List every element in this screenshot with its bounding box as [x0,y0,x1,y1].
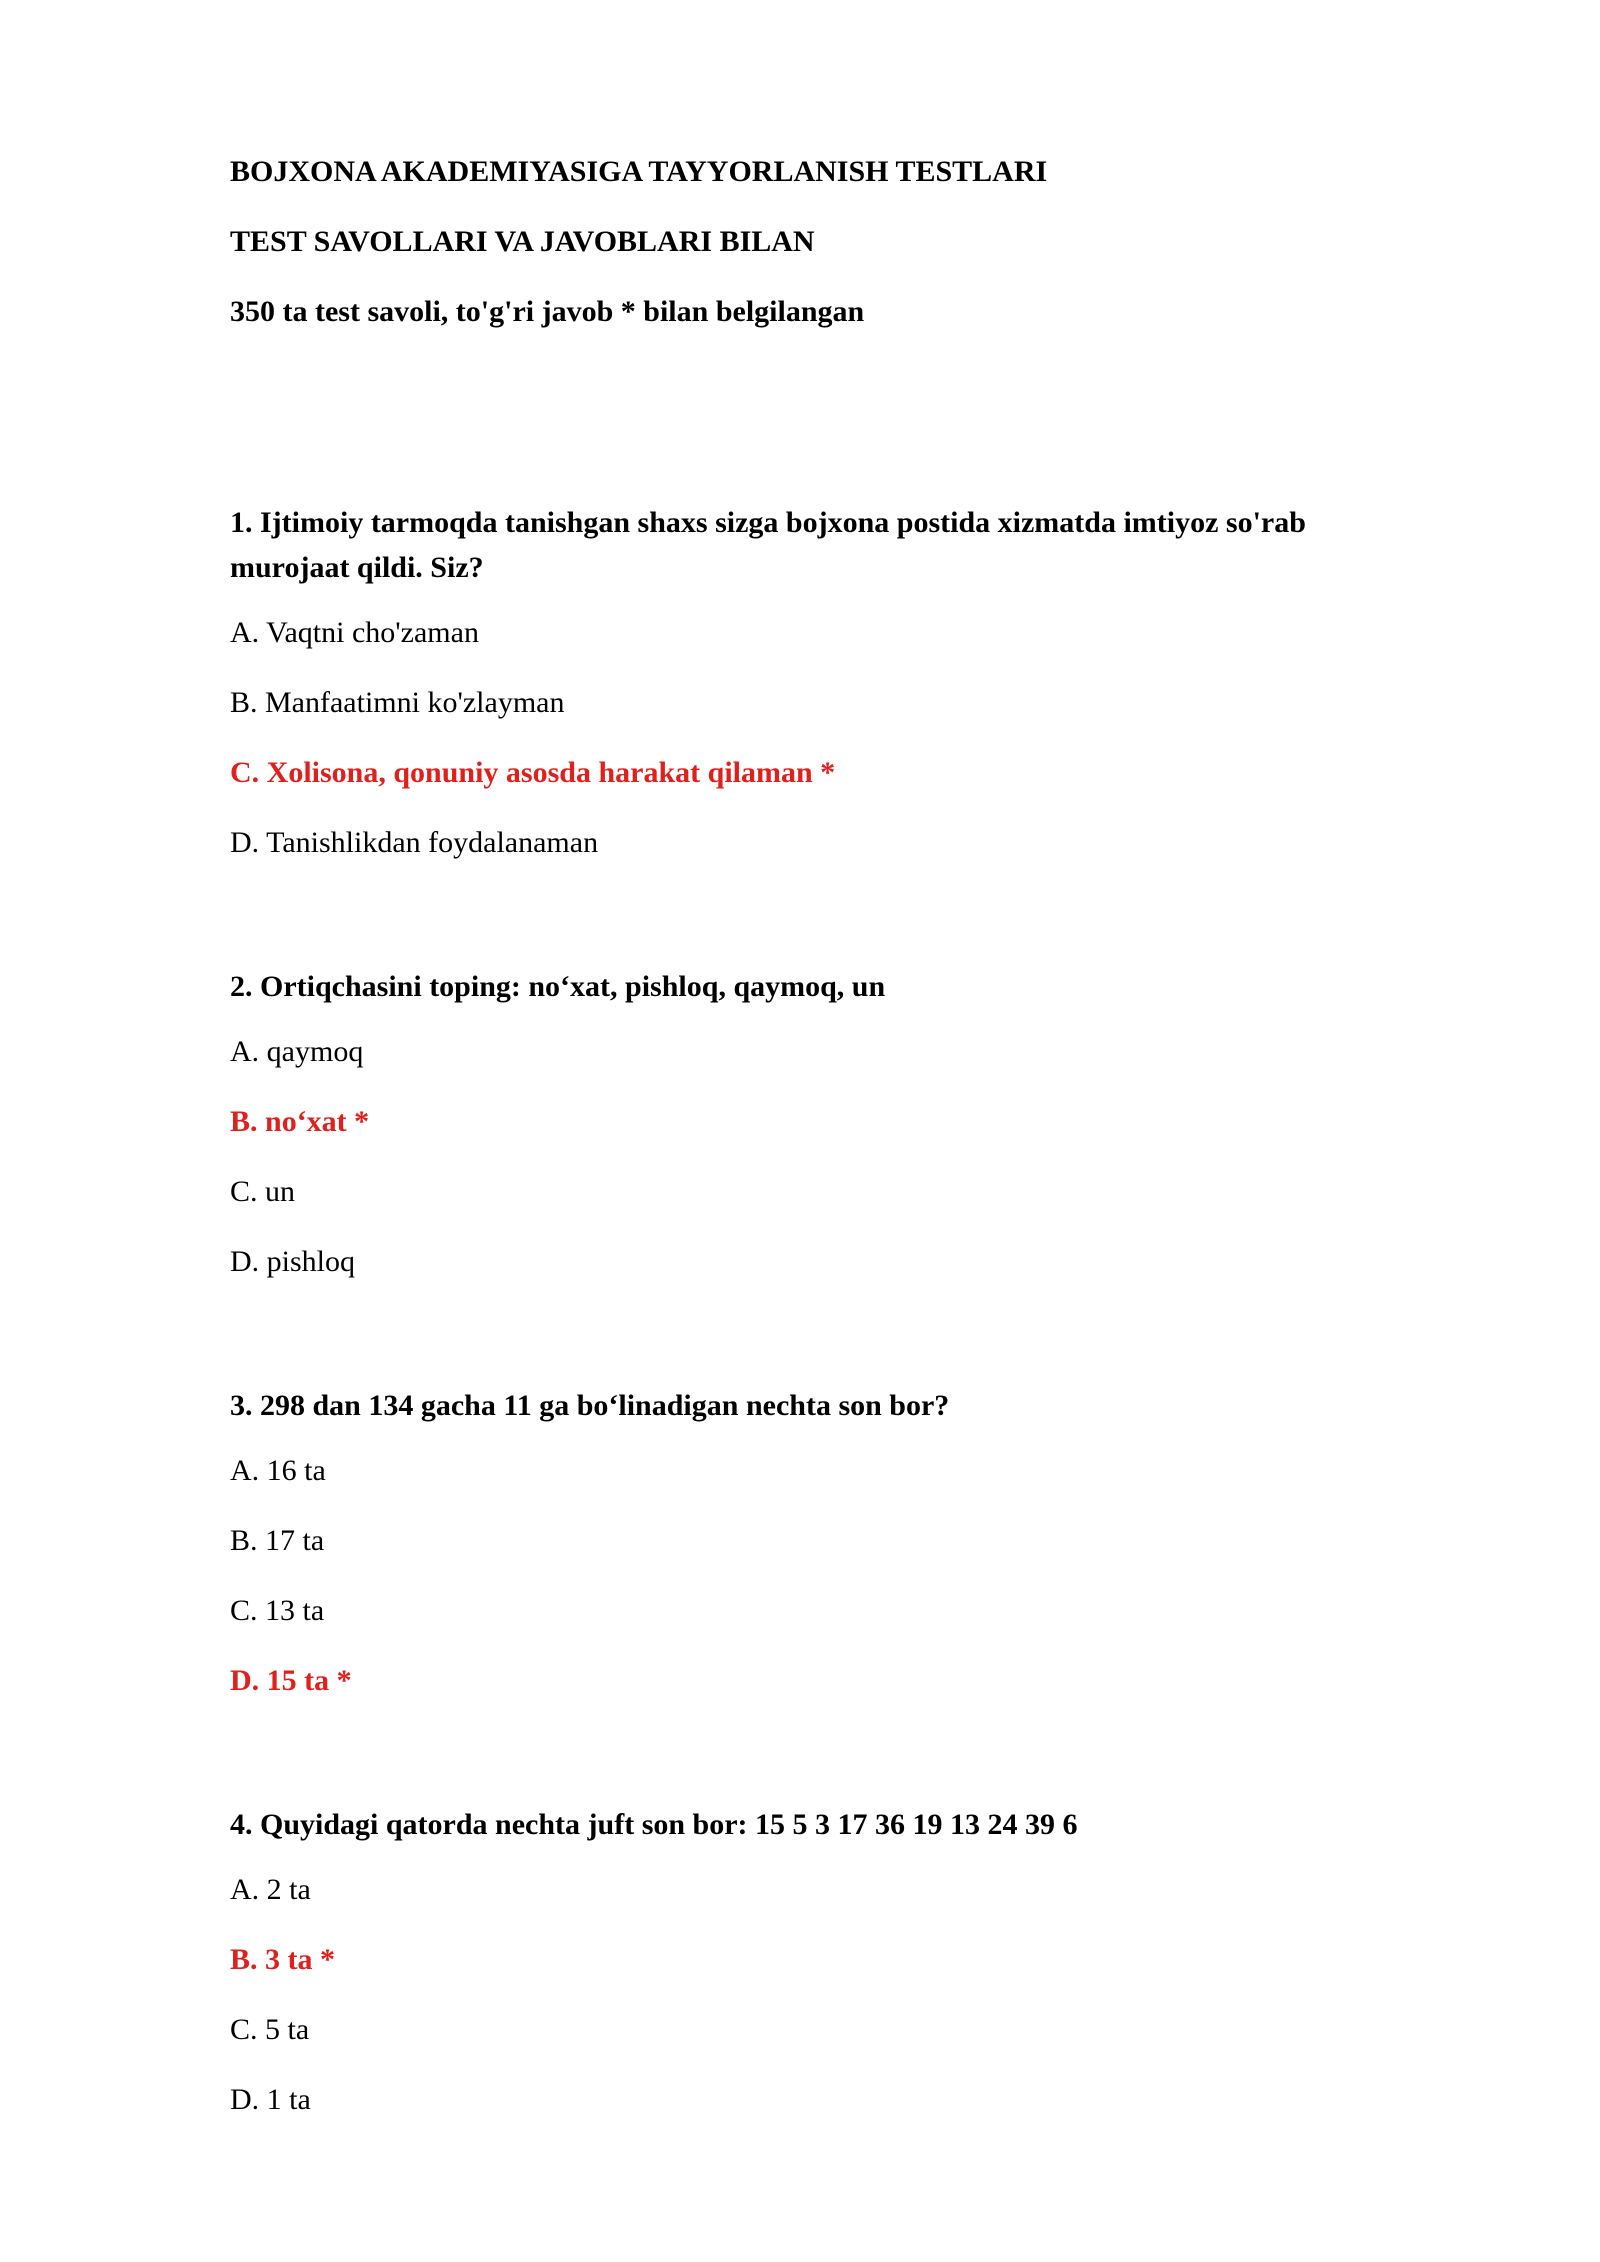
question-text: 4. Quyidagi qatorda nechta juft son bor: 15 5 3 17 36 19 13 24 39 6 [230,1808,1078,1841]
question-block [230,1383,1410,1733]
answer-option: D. pishloq [230,1245,356,1278]
document-title: BOJXONA AKADEMIYASIGA TAYYORLANISH TESTLARI [230,155,1048,188]
question-text: 3. 298 dan 134 gacha 11 ga bo‘linadigan nechta son bor? [230,1389,950,1422]
answer-option: A. 16 ta [230,1454,326,1487]
question-text: 2. Ortiqchasini toping: no‘xat, pishloq, qaymoq, un [230,970,886,1003]
answer-option: A. 2 ta [230,1873,311,1906]
question-block [230,1802,1410,2152]
answer-option: C. Xolisona, qonuniy asosda harakat qilaman * [230,756,836,789]
document-subtitle: TEST SAVOLLARI VA JAVOBLARI BILAN [230,225,815,258]
answer-option: B. Manfaatimni ko'zlayman [230,686,565,719]
answer-option: C. 13 ta [230,1594,325,1627]
question-block [230,500,1410,895]
answer-option: D. 1 ta [230,2083,311,2116]
answer-option: C. un [230,1175,296,1208]
answer-option: B. 3 ta * [230,1943,335,1976]
answer-option: A. qaymoq [230,1035,364,1068]
answer-option: B. 17 ta [230,1524,325,1557]
answer-option: B. no‘xat * [230,1105,370,1138]
question-block [230,964,1410,1314]
question-text: 1. Ijtimoiy tarmoqda tanishgan shaxs sizga bojxona postida xizmatda imtiyoz so'rab murojaat qildi. Siz? [230,506,1306,584]
answer-option: D. Tanishlikdan foydalanaman [230,826,599,859]
answer-option: D. 15 ta * [230,1664,352,1697]
answer-option: C. 5 ta [230,2013,310,2046]
answer-option: A. Vaqtni cho'zaman [230,616,479,649]
document-note: 350 ta test savoli, to'g'ri javob * bilan belgilangan [230,295,865,328]
